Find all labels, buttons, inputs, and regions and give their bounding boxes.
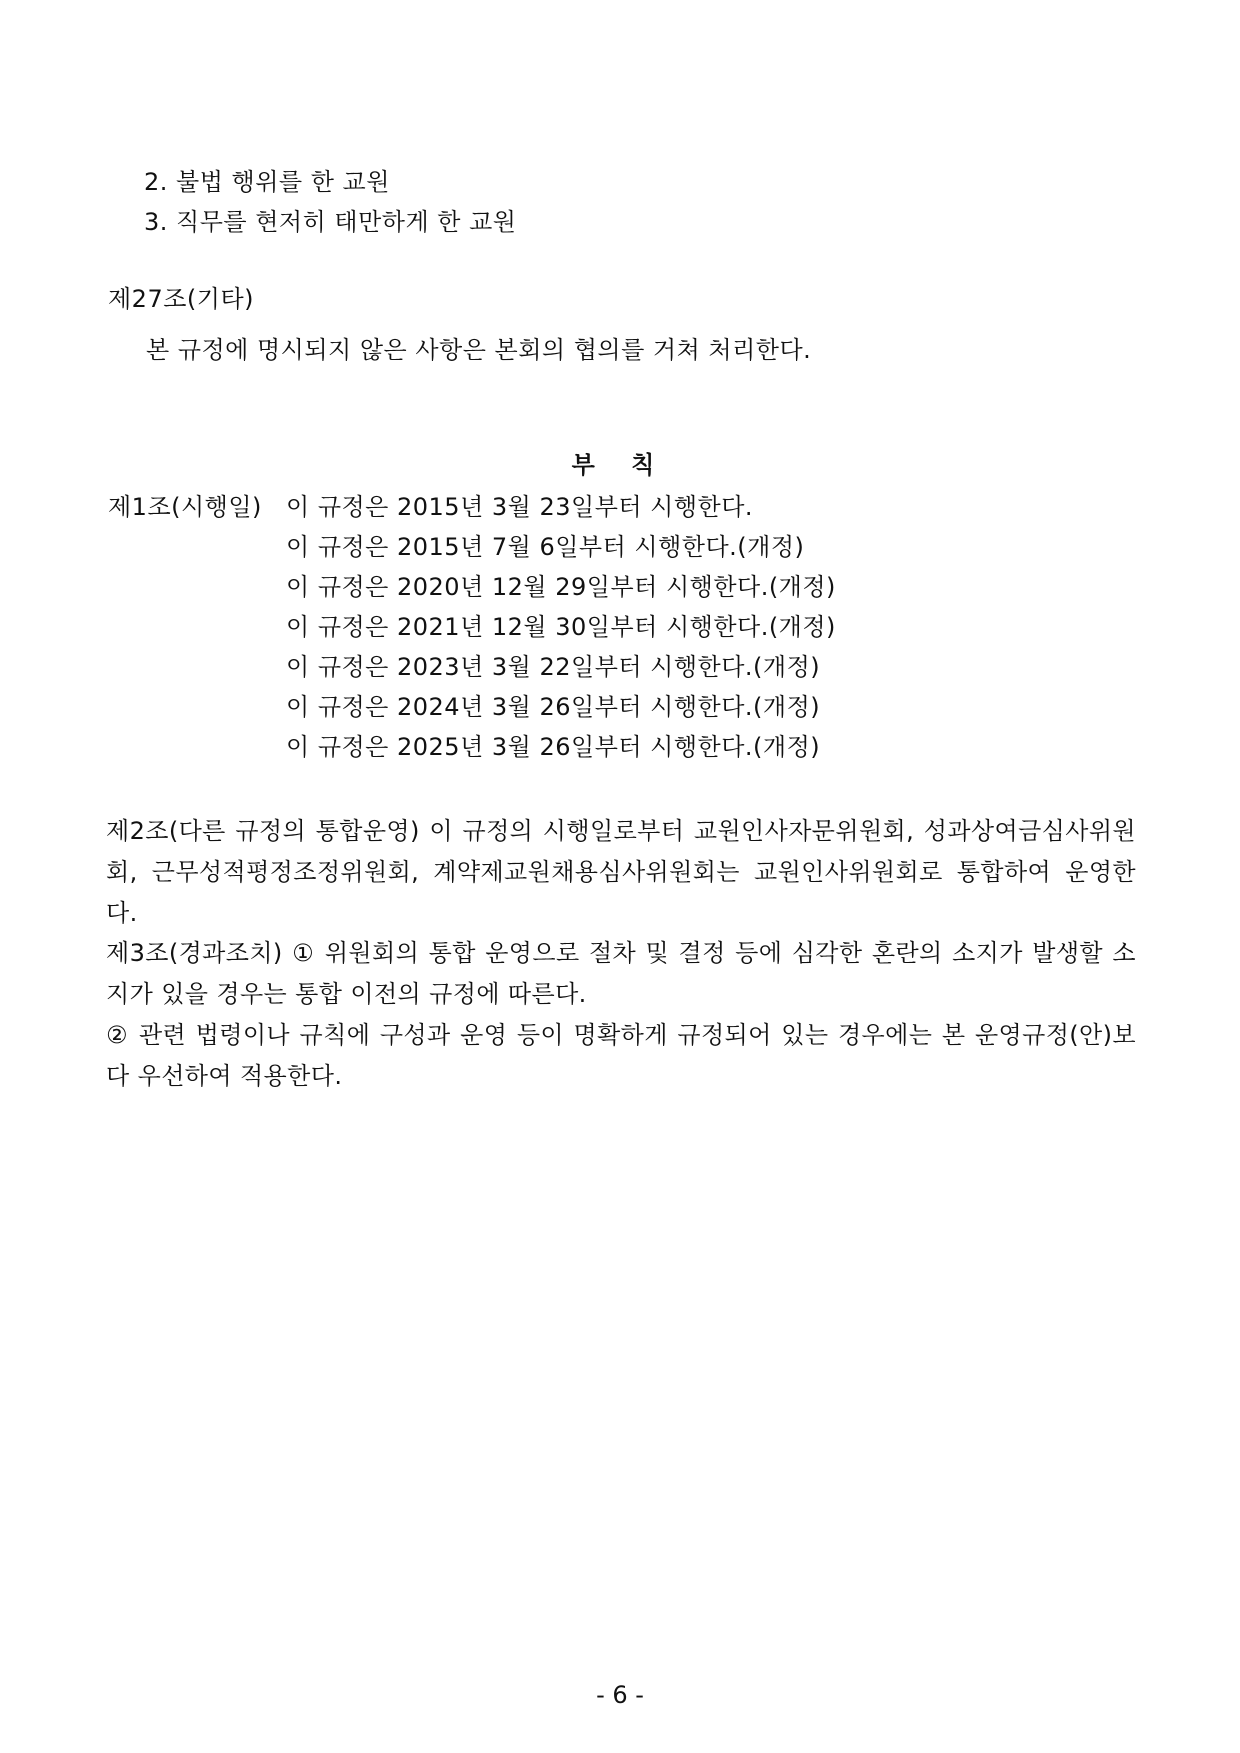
article-2-paragraph: 제2조(다른 규정의 통합운영) 이 규정의 시행일로부터 교원인사자문위원회, 성과상여금심사위원회, 근무성적평정조정위원회, 계약제교원채용심사위원회는 교원인사위원회로 통합하여 운영한다. — [106, 817, 1136, 927]
article-27-body: 본 규정에 명시되지 않은 사항은 본회의 협의를 거쳐 처리한다. — [146, 336, 812, 364]
enforcement-date-line: 이 규정은 2015년 7월 6일부터 시행한다.(개정) — [286, 533, 805, 561]
enforcement-date-line: 이 규정은 2023년 3월 22일부터 시행한다.(개정) — [286, 653, 821, 681]
article-1-first-date: 이 규정은 2015년 3월 23일부터 시행한다. — [286, 493, 754, 521]
supplementary-provisions-heading: 부 칙 — [571, 451, 669, 479]
list-item-2: 2. 불법 행위를 한 교원 — [144, 168, 390, 196]
article-1-label: 제1조(시행일) — [108, 493, 262, 521]
article-3-paragraph-1: 제3조(경과조치) ① 위원회의 통합 운영으로 절차 및 결정 등에 심각한 혼란의 소지가 발생할 소지가 있을 경우는 통합 이전의 규정에 따른다. — [106, 939, 1136, 1008]
enforcement-date-line: 이 규정은 2025년 3월 26일부터 시행한다.(개정) — [286, 733, 821, 761]
enforcement-date-line: 이 규정은 2024년 3월 26일부터 시행한다.(개정) — [286, 693, 821, 721]
enforcement-date-line: 이 규정은 2021년 12월 30일부터 시행한다.(개정) — [286, 613, 836, 641]
enforcement-date-line: 이 규정은 2020년 12월 29일부터 시행한다.(개정) — [286, 573, 836, 601]
article-27-title: 제27조(기타) — [108, 285, 255, 313]
article-3-paragraph-2: ② 관련 법령이나 규칙에 구성과 운영 등이 명확하게 규정되어 있는 경우에는 본 운영규정(안)보다 우선하여 적용한다. — [106, 1021, 1136, 1090]
list-item-3: 3. 직무를 현저히 태만하게 한 교원 — [144, 208, 517, 236]
page-number: - 6 - — [596, 1681, 644, 1709]
